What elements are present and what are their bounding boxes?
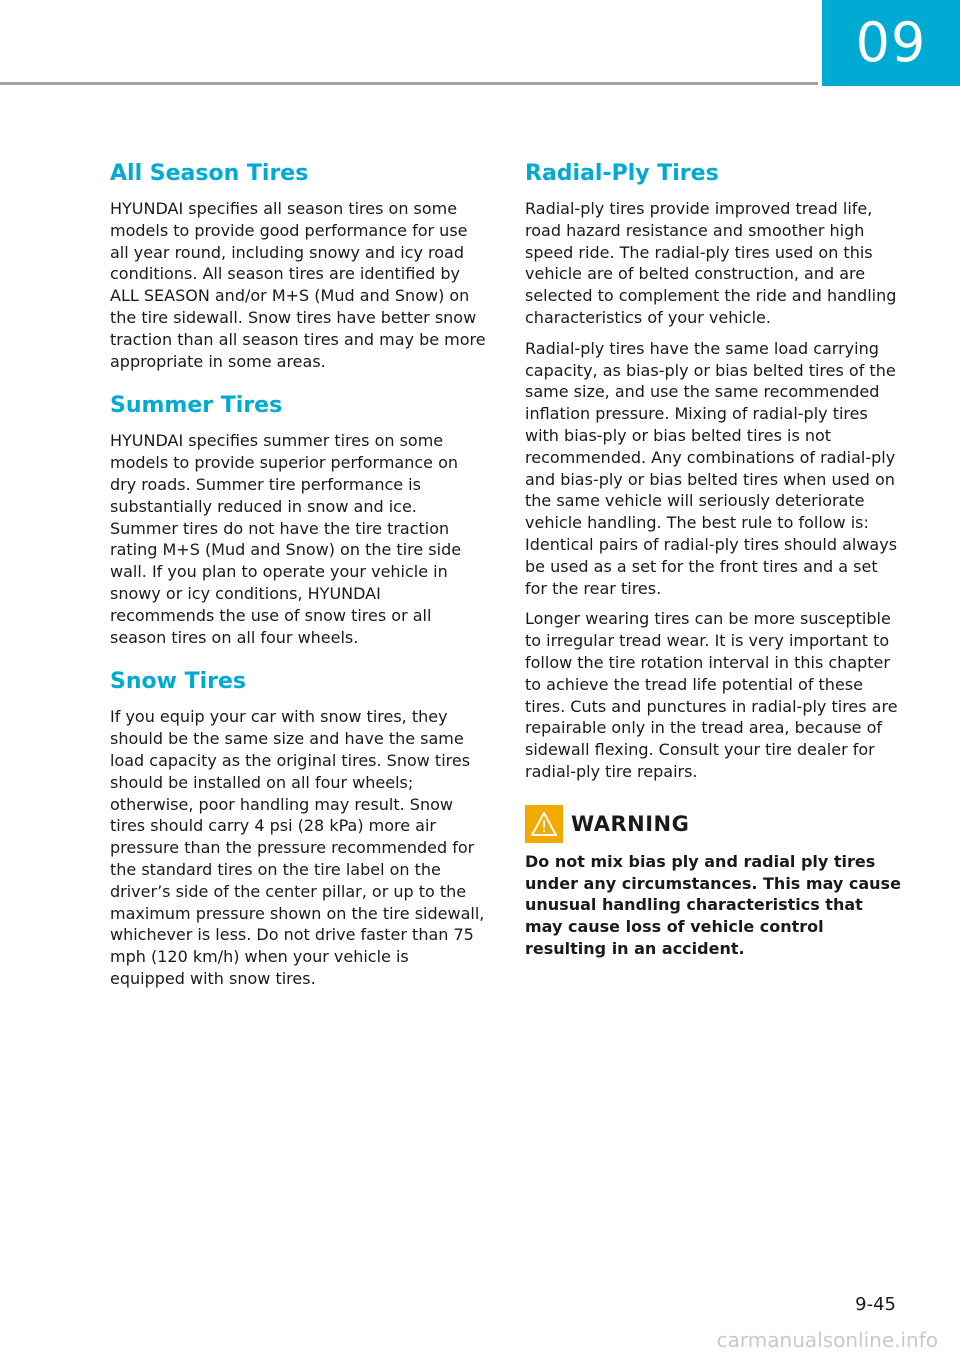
watermark: carmanualsonline.info (716, 1328, 938, 1352)
page-number: 9-45 (855, 1294, 896, 1315)
section-heading: Snow Tires (110, 669, 247, 695)
section-paragraph: If you equip your car with snow tires, they should be the same size and have the same load capacity as the original tires. Snow tires should be installed on all four wheels; otherwise, poor handling may result. Snow tires should carry 4 psi (28 kPa) more air pressure than the pressure recommended for the standard tires on the tire label on the driver’s side of the center pillar, or up to the maximum pressure shown on the tire sidewall, whichever is less. Do not drive faster than 75 mph (120 km/h) when your vehicle is equipped with snow tires. (110, 707, 485, 988)
section-heading: Summer Tires (110, 393, 283, 419)
right-column (525, 158, 901, 960)
section-heading: Radial-Ply Tires (525, 161, 719, 186)
section-paragraph: Radial-ply tires have the same load carrying capacity, as bias-ply or bias belted tires of the same size, and use the same recommended inflation pressure. Mixing of radial-ply tires with bias-ply or bias belted tires is not recommended. Any combinations of radial-ply and bias-ply or bias belted tires when used on the same vehicle will seriously deteriorate vehicle handling. The best rule to follow is: Identical pairs of radial-ply tires should always be used as a set for the front tires and a set for the rear tires. (525, 338, 898, 598)
warning-title: WARNING (571, 811, 690, 836)
section-heading: All Season Tires (110, 161, 309, 186)
section-paragraph: HYUNDAI specifies summer tires on some models to provide superior performance on dry roads. Summer tire performance is substantially reduced in snow and ice. Summer tires do not have the tire traction rating M+S (Mud and Snow) on the tire side wall. If you plan to operate your vehicle in snowy or icy conditions, HYUNDAI recommends the use of snow tires or all season tires on all four wheels. (110, 431, 462, 647)
section-paragraph: Radial-ply tires provide improved tread life, road hazard resistance and smoother high speed ride. The radial-ply tires used on this vehicle are of belted construction, and are selected to complement the ride and handling characteristics of your vehicle. (525, 199, 897, 327)
warning-text: Do not mix bias ply and radial ply tires under any circumstances. This may cause unusual handling characteristics that may cause loss of vehicle control resulting in an accident. (525, 851, 901, 958)
section-summer-tires (110, 390, 486, 648)
left-column (110, 158, 486, 1008)
section-all-season-tires (110, 158, 486, 372)
section-paragraph: HYUNDAI specifies all season tires on some models to provide good performance for use all year round, including snowy and icy road conditions. All season tires are identified by ALL SEASON and/or M+S (Mud and Snow) on the tire sidewall. Snow tires have better snow traction than all season tires and may be more appropriate in some areas. (110, 199, 486, 371)
warning-header (525, 805, 901, 843)
header-rule (0, 82, 818, 85)
warning-triangle-icon (525, 805, 563, 843)
section-paragraph: Longer wearing tires can be more susceptible to irregular tread wear. It is very important to follow the tire rotation interval in this chapter to achieve the tread life potential of these tires. Cuts and punctures in radial-ply tires are repairable only in the tread area, because of sidewall flexing. Consult your tire dealer for radial-ply tire repairs. (525, 609, 898, 781)
section-radial-ply-tires (525, 158, 901, 783)
section-snow-tires (110, 666, 486, 989)
chapter-number-tab: 09 (822, 0, 960, 86)
